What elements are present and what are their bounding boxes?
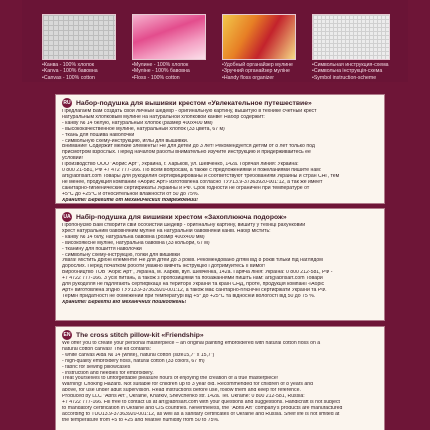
description-ua	[55, 208, 385, 321]
section-header	[62, 211, 378, 223]
section-header	[62, 97, 378, 109]
description-ru	[55, 94, 385, 204]
section-body: Предлагаем Вам создать свой личный шедевр - оригинальную картину, вышитую в технике счетный крест натуральным хлопковым мулине на натуральной хлопковой канве! Набор содержит: - канву № 14 белую, натуральный хлопок (размер 400х400 мм) - высококачественное мулине, натуральный хлопок (33 цвета, 67 м) - ткань для пошива наволочки - символьную схему-инструкцию, иглы для вышивки. Внимание! Содержит мелкие элементы! Не для детей до 3 лет! Рекомендуется детям от 8 лет только под присмотром взрослых. Перед началом работы внимательно изучите инструкцию и придерживайтесь ее условий! Производство ООО "Абрис Арт", Украина, г. Харьков, ул. Шевченко, 142а. Горячая линия: Украина: 0 800 21-581, РФ +7 472 777-166. По всем вопросам, а также с предложениями и пожеланиями пишите нам: art@abrisart.com Товары для рукоделия сертифицированы и соответствуют требованиям Украины и стран СНГ, тем не менее, продукция компании «Абрис Арт» изготовлена согласно ТУУ13.9-37363920-001:12, а так же имеет санитарно-гигиенические сертификаты Украины и РФ. Срок годности не ограничен при температуре от +5°С до +25°С и относительной влажности от 50 до 75%. Храните! Берегите от механических повреждений!	[62, 109, 378, 204]
section-title: Набір-подушка для вишивки хрестом «Захоплююча подорож»	[76, 213, 287, 221]
section-title: Набор-подушка для вышивки крестом «Увлекательное путешествие»	[76, 99, 312, 107]
floss-photo	[132, 14, 206, 60]
organizer-photo	[222, 14, 296, 60]
language-badge-ua: UA	[63, 214, 71, 220]
section-body: Пропонуємо Вам створити свій особистий шедевр - оригінальну картину, вишиту у техніці рахунковий хрест натуральним бавовняним муліне на натуральній бавовняній канві. Набір містить: - канву № 14 білу, натуральна бавовна (розмір 400х400 мм) - високоякісне муліне, натуральна бавовна (33 кольори, 67 м) - тканину для пошиття наволочки - символьну схему-інструкцію, голки для вишивки Увага! Містить дрібні елементи! Не для дітей до 3 років. Рекомендовано дітям від 8 років тільки під наглядом дорослих. Перед початком роботи уважно вивчіть інструкцію і дотримуйтесь її вимог! Виробництво ТОВ "Абріс Арт", Україна, м. Харків, вул. Шевченка, 142а. Гаряча лінія: Україна: 0 800 212-581, РФ - +7 4722 777-166. З усіх питань, а також з пропозиціями та побажаннями пишіть нам: art@abrisart.com Товари для рукоділля не підлягають сертифікації на території України та країн СНД, проте, продукція компанії «Абріс Арт» виготовлена згідно ТУУ13.9-37363920-001:12, а також має санітарно-гігієнічні сертифікати України та РФ. Термін придатності не обмежений при температурі від +5° до +25°С та відносній вологості від 50 до 75 %. Храните! Берегти від механічних пошкоджень!	[62, 223, 378, 306]
description-en	[55, 326, 385, 430]
section-header	[62, 329, 378, 341]
warning-text: Храните! Берегите от механических повреждений!	[62, 197, 199, 203]
warning-text: Храните! Берегти від механічних пошкоджень!	[62, 299, 187, 305]
language-badge-en: EN	[63, 332, 71, 338]
language-badge-ru: RU	[63, 100, 71, 106]
scheme-photo	[312, 14, 390, 60]
feature-organizer: • Удобный органайзер мулине • Зручний органайзер муліне • Handy floss organizer	[222, 62, 310, 81]
feature-floss: • Мулине - 100% хлопок • Муліне - 100% бавовна • Floss - 100% cotton	[132, 62, 220, 81]
canvas-photo	[42, 14, 116, 60]
feature-canvas: • Канва - 100% хлопок • Kanva - 100% бавовна • Canvas - 100% cotton	[42, 62, 130, 81]
section-title: The cross stitch pillow-kit «Friendship»	[76, 331, 204, 339]
section-body: We offer you to create your personal masterpiece – an original painting embroidered with natural cotton floss on a natural cotton canvas! The kit contains: - white canvas Aida № 14 (white), natural cotton (size15,7" x 15,7") - high-quality embroidery floss, natural cotton (33 colors, 67 m) - fabric for sewing pillowcases - instruction and needles for embroidery. Treat yourselves to unforgettable pleasure hours of enjoying the creation of a true masterpiece! Warning! Choking Hazard. Not suitable for children up to 3 year old. Recommended for children of 8 years and above, for use under adult supervision. Read instructions before use, follow them and keep for reference. Produced by LLC "Abris Art", Ukraine, Kharkiv, Shevchenko str. 142a. Tel. Ukraine: 0 800 212-581, Russia: +7 4722 777-166. Fill free to contact us at art@abrisart.com with your questions and suggestions. Handicraft is not subject to mandatory certification in Ukraine and CIS countries. Nevertheless, the "Abris Art" company's products are manufactured according to TUU13.9-37363920-001:12, as well as a sanitary certificates of Ukraine and Russia. Shelf life is not limited at the temperature from +5 to +25 and relative humidity from 50 to 75%.	[62, 341, 343, 423]
header-strip	[22, 0, 408, 82]
feature-scheme: • Символьная инструкция-схема • Символьна інструкція-схема • Symbol instruction-scheme	[312, 62, 400, 81]
